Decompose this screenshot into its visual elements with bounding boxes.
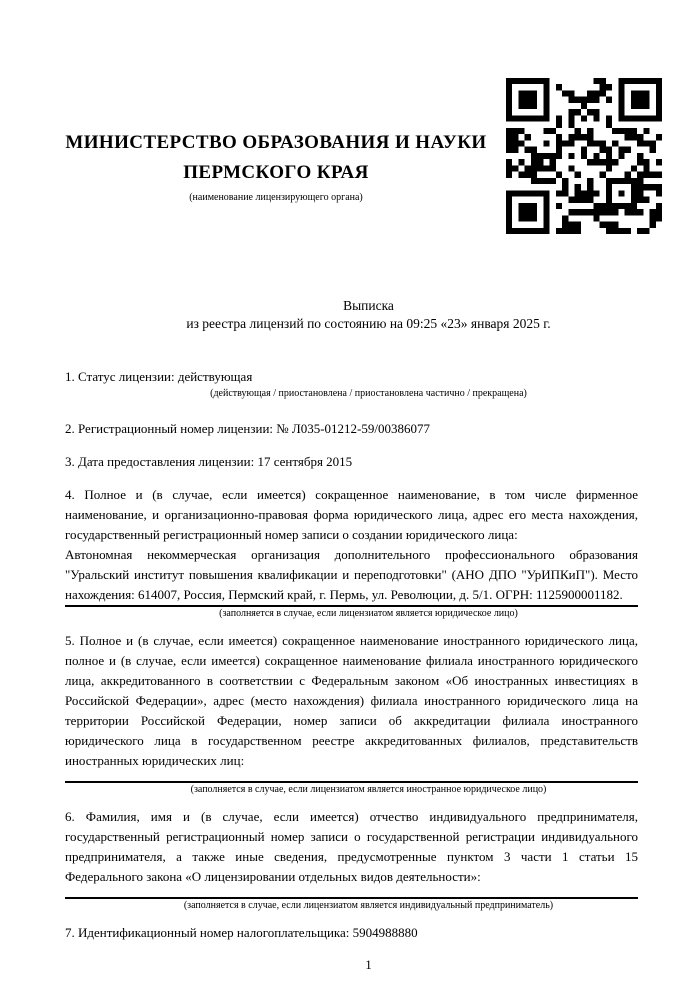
qr-code-icon xyxy=(506,78,662,234)
item-legal-entity xyxy=(65,485,638,621)
registration-number-text: 2. Регистрационный номер лицензии: № Л035-01212-59/00386077 xyxy=(65,421,431,436)
item-license-status xyxy=(65,367,638,401)
license-date-text: 3. Дата предоставления лицензии: 17 сентября 2015 xyxy=(65,454,353,469)
license-status-text: 1. Статус лицензии: действующая xyxy=(65,369,253,384)
document-title-block xyxy=(65,297,638,333)
legal-entity-value: Автономная некоммерческая организация дополнительного профессионального образования "Уральский институт повышения квалификации и переподготовки" (АНО ДПО "УрИПКиП"). Место нахождения: 614007, Россия, Пермский край, г. Пермь, ул. Революции, д. 5/1. ОГРН: 1125900001182. xyxy=(65,547,638,602)
entrepreneur-caption: (заполняется в случае, если лицензиатом является индивидуальный предприниматель) xyxy=(183,900,554,911)
document-subtitle: из реестра лицензий по состоянию на 09:25 «23» января 2025 г. xyxy=(186,316,551,331)
taxpayer-number-text: 7. Идентификационный номер налогоплательщика: 5904988880 xyxy=(65,925,418,940)
item-individual-entrepreneur xyxy=(65,807,638,913)
document-body xyxy=(65,297,638,975)
authority-name-line2: ПЕРМСКОГО КРАЯ xyxy=(183,162,369,183)
foreign-entity-caption: (заполняется в случае, если лицензиатом является иностранное юридическое лицо) xyxy=(190,784,547,795)
legal-entity-caption: (заполняется в случае, если лицензиатом является юридическое лицо) xyxy=(219,608,518,619)
page-number: 1 xyxy=(365,957,372,972)
item-license-date xyxy=(65,452,638,472)
item-registration-number xyxy=(65,419,638,439)
items-list xyxy=(65,367,638,975)
license-status-caption: (действующая / приостановлена / приостановлена частично / прекращена) xyxy=(210,388,527,399)
foreign-entity-label: 5. Полное и (в случае, если имеется) сокращенное наименование иностранного юридического лица, полное и (в случае, если имеется) сокращенное наименование филиала иностранного юридического лица, аккредитованного в соответствии с Федеральным законом «Об иностранных инвестициях в Российской Федерации», адрес (место нахождения) филиала иностранного юридического лица на территории Российской Федерации, номер записи об аккредитации филиала иностранного юридического лица в государственном реестре аккредитованных филиалов, представительств иностранных юридических лиц: xyxy=(65,633,638,768)
item-foreign-entity xyxy=(65,631,638,797)
authority-name-line1: МИНИСТЕРСТВО ОБРАЗОВАНИЯ И НАУКИ xyxy=(65,132,487,153)
licensing-authority-header xyxy=(65,128,487,204)
document-title: Выписка xyxy=(343,298,394,313)
entrepreneur-label: 6. Фамилия, имя и (в случае, если имеется) отчество индивидуального предпринимателя, государственный регистрационный номер записи о государственной регистрации индивидуального предпринимателя, а также иные сведения, предусмотренные пунктом 3 части 1 статьи 15 Федерального закона «О лицензировании отдельных видов деятельности»: xyxy=(65,809,638,884)
legal-entity-label: 4. Полное и (в случае, если имеется) сокращенное наименование, в том числе фирменное наименование, и организационно-правовая форма юридического лица, адрес его места нахождения, государственный регистрационный номер записи о создании юридического лица: xyxy=(65,487,638,542)
item-taxpayer-number xyxy=(65,923,638,943)
authority-caption: (наименование лицензирующего органа) xyxy=(189,192,363,203)
authority-name xyxy=(65,128,487,188)
